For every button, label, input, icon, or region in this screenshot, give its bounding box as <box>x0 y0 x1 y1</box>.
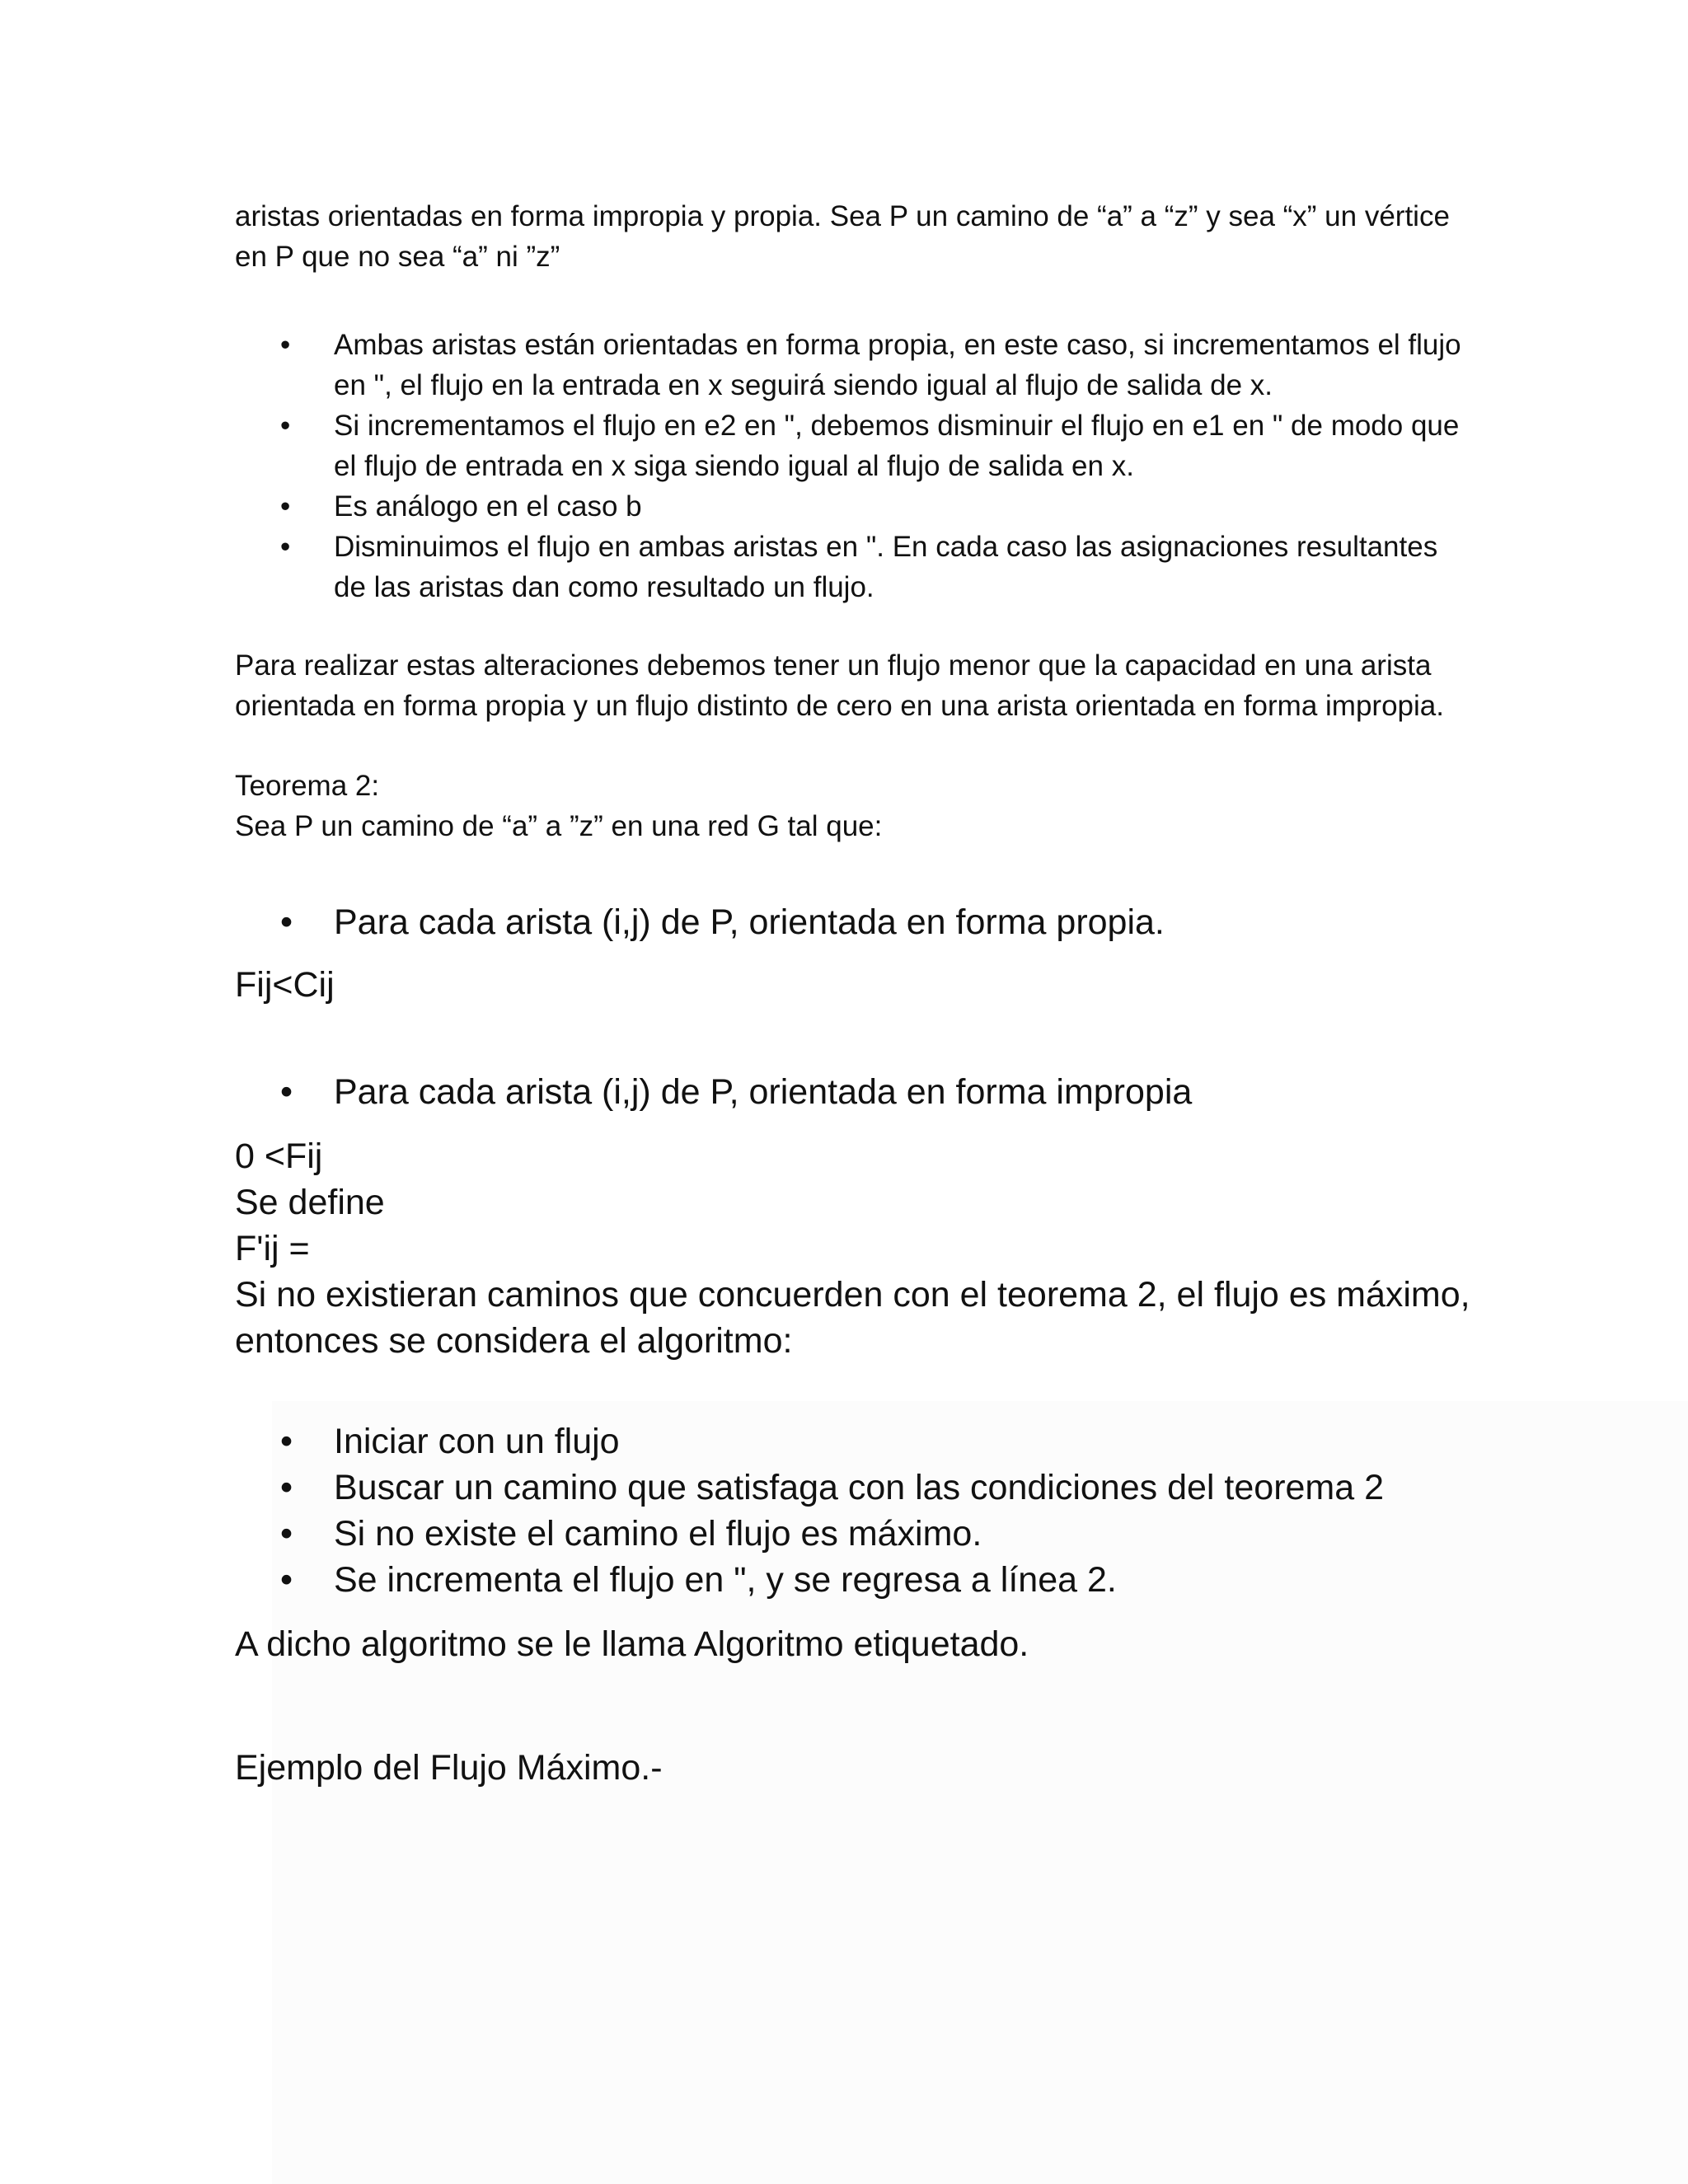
bullet-icon <box>280 486 290 527</box>
theorem-conclusion: Si no existieran caminos que concuerden con el teorema 2, el flujo es máximo, entonces se considera el algoritmo: <box>235 1275 1470 1361</box>
case-item <box>235 325 1471 405</box>
condition-improper-list <box>235 1069 1471 1115</box>
new-flow-formula: F'ij = <box>235 1229 310 1268</box>
requirement-paragraph: Para realizar estas alteraciones debemos tener un flujo menor que la capacidad en una arista orientada en forma propia y un flujo distinto de cero en una arista orientada en forma impropia. <box>235 649 1444 722</box>
algorithm-step <box>235 1418 1471 1465</box>
bullet-icon <box>280 325 290 365</box>
theorem-statement: Sea P un camino de “a” a ”z” en una red G tal que: <box>235 810 883 842</box>
algorithm-step <box>235 1557 1471 1603</box>
condition-text: Para cada arista (i,j) de P, orientada en forma propia. <box>334 902 1165 942</box>
condition-text: Para cada arista (i,j) de P, orientada en forma impropia <box>334 1072 1193 1112</box>
algorithm-step <box>235 1511 1471 1557</box>
inequality-proper: Fij<Cij <box>235 965 335 1005</box>
case-text: Es análogo en el caso b <box>334 490 642 523</box>
algorithm-steps-list <box>235 1418 1471 1603</box>
cases-list <box>235 325 1471 607</box>
algorithm-name: A dicho algoritmo se le llama Algoritmo etiquetado. <box>235 1624 1029 1664</box>
case-item <box>235 486 1471 527</box>
intro-paragraph: aristas orientadas en forma impropia y propia. Sea P un camino de “a” a “z” y sea “x” un vértice en P que no sea “a” ni ”z” <box>235 200 1450 273</box>
example-heading: Ejemplo del Flujo Máximo.- <box>235 1748 663 1788</box>
bullet-icon <box>280 1418 293 1465</box>
define-label: Se define <box>235 1183 385 1222</box>
theorem-title: Teorema 2: <box>235 770 380 802</box>
inequality-improper: 0 <Fij <box>235 1137 323 1176</box>
algorithm-step-text: Si no existe el camino el flujo es máximo. <box>334 1514 982 1554</box>
condition-item <box>235 899 1471 945</box>
case-text: Si incrementamos el flujo en e2 en ", debemos disminuir el flujo en e1 en " de modo que el flujo de entrada en x siga siendo igual al flujo de salida en x. <box>334 410 1460 482</box>
case-text: Ambas aristas están orientadas en forma propia, en este caso, si incrementamos el flujo en ", el flujo en la entrada en x seguirá siendo igual al flujo de salida de x. <box>334 329 1461 401</box>
bullet-icon <box>280 899 293 945</box>
case-text: Disminuimos el flujo en ambas aristas en ". En cada caso las asignaciones resultantes de las aristas dan como resultado un flujo. <box>334 531 1438 603</box>
algorithm-step-text: Iniciar con un flujo <box>334 1422 620 1461</box>
condition-item <box>235 1069 1471 1115</box>
bullet-icon <box>280 1511 293 1557</box>
bullet-icon <box>280 1465 293 1511</box>
bullet-icon <box>280 405 290 446</box>
bullet-icon <box>280 1557 293 1603</box>
algorithm-step-text: Se incrementa el flujo en ", y se regresa a línea 2. <box>334 1560 1117 1600</box>
condition-proper-list <box>235 899 1471 945</box>
algorithm-step-text: Buscar un camino que satisfaga con las condiciones del teorema 2 <box>334 1468 1385 1507</box>
bullet-icon <box>280 527 290 567</box>
case-item <box>235 527 1471 607</box>
case-item <box>235 405 1471 486</box>
page-content <box>235 196 1471 1791</box>
bullet-icon <box>280 1069 293 1115</box>
algorithm-step <box>235 1465 1471 1511</box>
